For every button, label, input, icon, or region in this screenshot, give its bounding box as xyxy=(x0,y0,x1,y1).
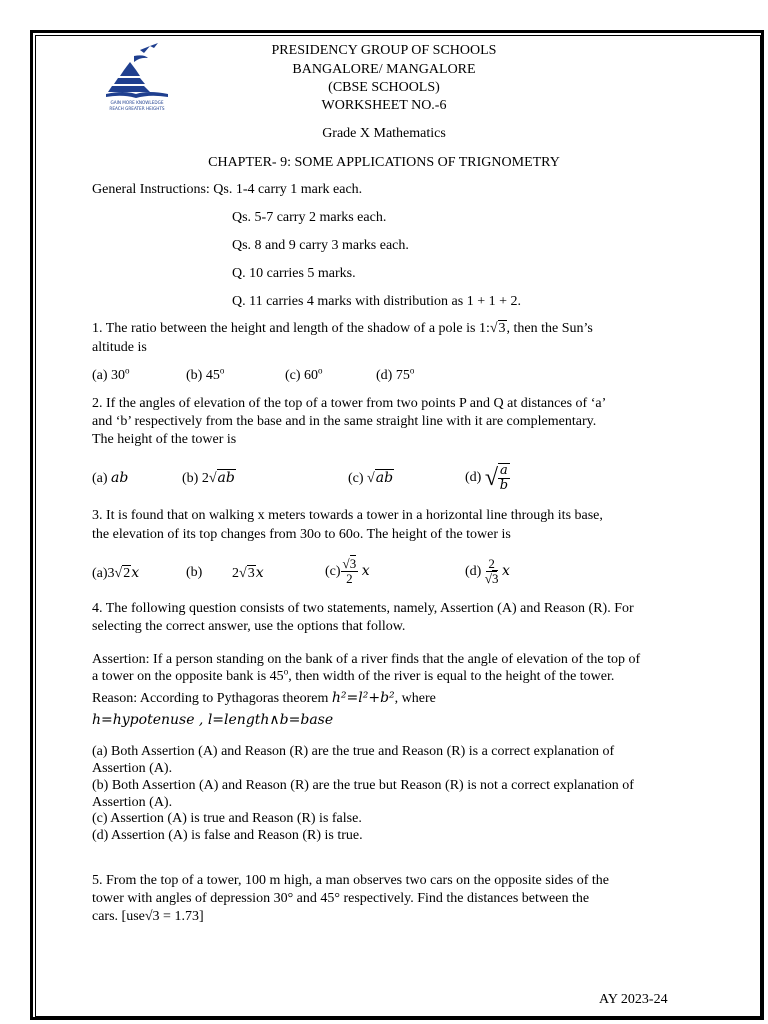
q2-option-b xyxy=(182,469,236,488)
q2-option-d-num: a xyxy=(500,463,508,478)
logo-text-2: REACH GREATER HEIGHTS xyxy=(109,106,165,111)
q3-option-a-sqrt: √2 xyxy=(114,566,131,581)
q3-option-a-root: 2 xyxy=(123,566,131,581)
grade-title: Grade X Mathematics xyxy=(322,126,446,141)
q4-option-a-line-1: (a) Both Assertion (A) and Reason (R) are the true and Reason (R) is a correct explanation of xyxy=(92,744,615,759)
q3-option-b-label: (b) xyxy=(186,565,203,580)
q4-assertion-line-2 xyxy=(92,668,614,686)
q2-line-3: The height of the tower is xyxy=(92,432,237,447)
school-name: PRESIDENCY GROUP OF SCHOOLS xyxy=(271,43,497,58)
q4-assertion-text-a: a tower on the opposite bank is 45 xyxy=(92,669,284,684)
q3-option-d-frac xyxy=(485,557,499,586)
q2-line-2: and ‘b’ respectively from the base and in the same straight line with it are complementary. xyxy=(92,414,597,429)
q3-option-a xyxy=(92,564,139,583)
q2-option-c xyxy=(348,469,394,488)
q4-reason-definition: h=hypotenuse , l=length∧b=base xyxy=(92,712,334,728)
q1-line-2: altitude is xyxy=(92,340,147,355)
q3-option-b-root: 3 xyxy=(247,566,255,581)
q1-option-a xyxy=(92,367,130,385)
q4-option-a-line-2: Assertion (A). xyxy=(92,761,173,776)
school-city: BANGALORE/ MANGALORE xyxy=(292,62,476,77)
q4-reason-text: Reason: According to Pythagoras theorem xyxy=(92,691,329,706)
q3-option-d-den-root: 3 xyxy=(491,571,499,587)
q3-option-b-var: x xyxy=(255,565,264,581)
q4-option-c: (c) Assertion (A) is true and Reason (R) is false. xyxy=(92,811,362,826)
instructions-line-1: General Instructions: Qs. 1-4 carry 1 mark each. xyxy=(92,182,363,197)
q2-option-c-root: ab xyxy=(375,470,394,486)
q2-line-1: 2. If the angles of elevation of the top of a tower from two points P and Q at distances of ‘a’ xyxy=(92,396,607,411)
q3-option-d-var: x xyxy=(501,563,510,579)
q3-option-b-sqrt: √3 xyxy=(239,566,255,581)
q2-option-c-sqrt: √ab xyxy=(367,470,394,486)
q1-line-1 xyxy=(92,320,593,338)
q5-line-3: cars. [use√3 = 1.73] xyxy=(92,909,204,924)
instructions-line-3: Qs. 8 and 9 carry 3 marks each. xyxy=(232,238,409,253)
q1-option-d-text: (d) 75 xyxy=(376,368,410,383)
q1-text-a: 1. The ratio between the height and length of the shadow of a pole is 1: xyxy=(92,321,490,336)
q1-option-b xyxy=(186,367,224,385)
degree-mark: o xyxy=(409,365,415,376)
degree-mark: o xyxy=(318,365,323,376)
q4-line-2: selecting the correct answer, use the options that follow. xyxy=(92,619,406,634)
q3-option-b xyxy=(232,564,264,583)
q5-line-2: tower with angles of depression 30° and 45° respectively. Find the distances between the xyxy=(92,891,590,906)
q4-option-b-line-1: (b) Both Assertion (A) and Reason (R) are the true but Reason (R) is not a correct explanation of xyxy=(92,778,634,793)
q3-option-a-var: x xyxy=(131,565,140,581)
q2-option-d-den: b xyxy=(499,478,509,493)
q1-option-c-text: (c) 60 xyxy=(285,368,319,383)
q1-option-c xyxy=(285,367,323,385)
worksheet-number: WORKSHEET NO.-6 xyxy=(321,98,447,113)
q3-option-c-num-root: 3 xyxy=(349,556,357,572)
q2-option-b-sqrt: √ab xyxy=(208,470,235,486)
q1-option-d xyxy=(376,367,414,385)
q4-reason-formula: h²=l²+b² xyxy=(331,690,395,706)
q3-line-1: 3. It is found that on walking x meters towards a tower in a horizontal line through its base, xyxy=(92,508,603,523)
q4-assertion-line-1: Assertion: If a person standing on the bank of a river finds that the angle of elevation of the top of xyxy=(92,652,641,667)
q2-option-a-label: (a) xyxy=(92,471,108,486)
q4-assertion-text-b: , then width of the river is equal to the height of the tower. xyxy=(288,669,615,684)
q2-option-d-label: (d) xyxy=(465,470,482,486)
chapter-title: CHAPTER- 9: SOME APPLICATIONS OF TRIGNOMETRY xyxy=(208,155,560,170)
q3-option-d xyxy=(465,553,510,590)
q3-option-d-den: √3 xyxy=(484,571,499,587)
q1-sqrt: √3 xyxy=(489,321,506,336)
q2-option-b-root: ab xyxy=(217,470,235,486)
q4-option-b-line-2: Assertion (A). xyxy=(92,795,173,810)
q2-option-a-math: ab xyxy=(111,470,129,486)
q2-option-b-label: (b) 2 xyxy=(182,471,209,486)
q3-option-b-pre: 2 xyxy=(232,566,239,581)
q3-option-c-frac xyxy=(341,557,359,586)
academic-year: AY 2023-24 xyxy=(599,992,668,1007)
q4-reason-line xyxy=(92,689,436,708)
q3-option-c-label: (c) xyxy=(325,564,341,579)
q3-line-2: the elevation of its top changes from 30o to 60o. The height of the tower is xyxy=(92,527,511,542)
q4-reason-where: , where xyxy=(394,691,436,706)
school-board: (CBSE SCHOOLS) xyxy=(328,80,440,95)
q3-option-c-den: 2 xyxy=(346,571,353,587)
q2-option-c-label: (c) xyxy=(348,471,364,486)
q4-line-1: 4. The following question consists of two statements, namely, Assertion (A) and Reason (R). For xyxy=(92,601,634,616)
q1-option-b-text: (b) 45 xyxy=(186,368,220,383)
q3-option-c-num: √3 xyxy=(342,556,357,572)
header-block xyxy=(160,43,608,114)
q1-root: 3 xyxy=(498,321,506,336)
q1-option-a-text: (a) 30 xyxy=(92,368,126,383)
q2-option-a xyxy=(92,469,128,488)
degree-mark: o xyxy=(283,666,289,677)
q3-option-d-label: (d) xyxy=(465,564,482,579)
instructions-line-2: Qs. 5-7 carry 2 marks each. xyxy=(232,210,387,225)
degree-mark: o xyxy=(219,365,225,376)
q4-option-d: (d) Assertion (A) is false and Reason (R) is true. xyxy=(92,828,363,843)
instructions-line-4: Q. 10 carries 5 marks. xyxy=(232,266,356,281)
instructions-line-5: Q. 11 carries 4 marks with distribution as 1 + 1 + 2. xyxy=(232,294,522,309)
degree-mark: o xyxy=(125,365,130,376)
q3-option-a-label: (a)3 xyxy=(92,566,115,581)
q3-option-c xyxy=(325,553,370,590)
q2-option-d: (d) √ $\frac{a}{b}$ xyxy=(465,463,509,493)
logo-text-1: GAIN MORE KNOWLEDGE xyxy=(110,100,164,105)
q3-option-d-num: 2 xyxy=(488,556,495,572)
q1-text-b: , then the Sun’s xyxy=(506,321,593,336)
q2-option-d-frac xyxy=(498,463,510,493)
q5-line-1: 5. From the top of a tower, 100 m high, a man observes two cars on the opposite sides of the xyxy=(92,873,609,888)
q3-option-c-var: x xyxy=(361,563,370,579)
